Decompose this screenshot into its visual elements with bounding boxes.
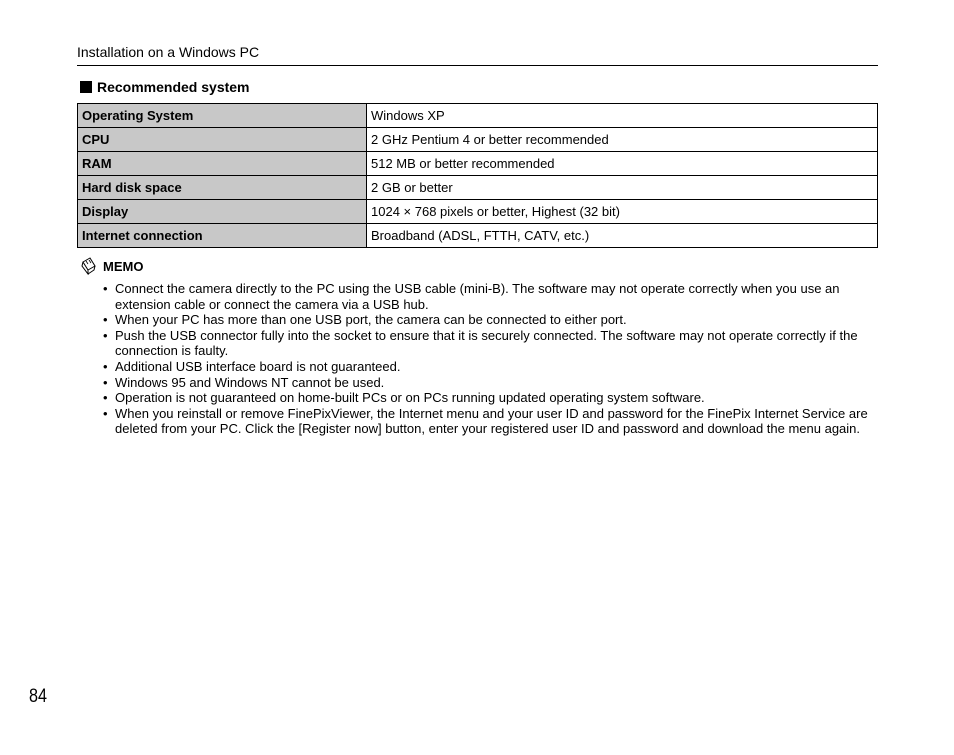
section-heading [80, 79, 250, 95]
recommended-system-table [77, 103, 878, 248]
header-divider [77, 65, 878, 66]
spec-value: Windows XP [367, 104, 878, 128]
table-row [78, 224, 878, 248]
memo-heading [80, 257, 143, 275]
list-item: • Operation is not guaranteed on home-built PCs or on PCs running updated operating system software. [101, 390, 878, 406]
list-item: • Connect the camera directly to the PC using the USB cable (mini-B). The software may not operate correctly when you use an extension cable or connect the camera via a USB hub. [101, 281, 878, 312]
memo-note-icon [80, 257, 97, 275]
table-row [78, 152, 878, 176]
list-item: • When you reinstall or remove FinePixViewer, the Internet menu and your user ID and password for the FinePix Internet Service are deleted from your PC. Click the [Register now] button, enter your registered user ID and password and download the menu again. [101, 406, 878, 437]
section-heading-text: Recommended system [97, 79, 250, 95]
spec-label: Internet connection [78, 224, 367, 248]
spec-label: CPU [78, 128, 367, 152]
table-row [78, 200, 878, 224]
spec-value: 2 GHz Pentium 4 or better recommended [367, 128, 878, 152]
table-row [78, 104, 878, 128]
page-number: 84 [29, 686, 47, 707]
page-header-title: Installation on a Windows PC [77, 44, 260, 60]
table-row [78, 128, 878, 152]
list-item: • Push the USB connector fully into the socket to ensure that it is securely connected. The software may not operate correctly if the connection is faulty. [101, 328, 878, 359]
table-row [78, 176, 878, 200]
list-item: • When your PC has more than one USB port, the camera can be connected to either port. [101, 312, 878, 328]
memo-notes-list [101, 281, 878, 437]
spec-value: 512 MB or better recommended [367, 152, 878, 176]
spec-value: Broadband (ADSL, FTTH, CATV, etc.) [367, 224, 878, 248]
spec-label: Hard disk space [78, 176, 367, 200]
spec-label: Display [78, 200, 367, 224]
spec-value: 2 GB or better [367, 176, 878, 200]
square-bullet-icon [80, 81, 92, 93]
list-item: • Additional USB interface board is not guaranteed. [101, 359, 878, 375]
spec-label: Operating System [78, 104, 367, 128]
list-item: • Windows 95 and Windows NT cannot be used. [101, 375, 878, 391]
spec-value: 1024 × 768 pixels or better, Highest (32 bit) [367, 200, 878, 224]
memo-heading-text: MEMO [103, 258, 144, 274]
spec-label: RAM [78, 152, 367, 176]
